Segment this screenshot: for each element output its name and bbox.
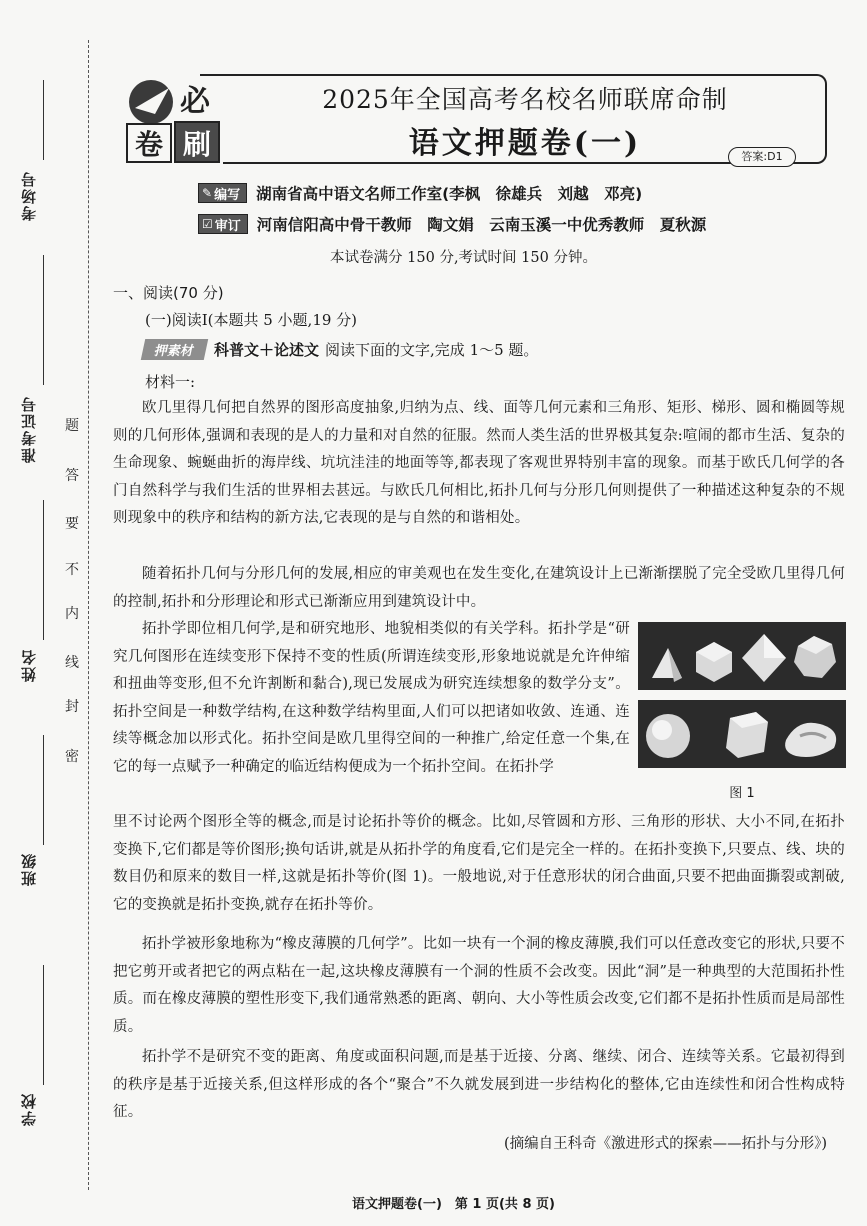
name-label: 姓名 [20, 648, 38, 682]
review-badge-label: 审订 [214, 218, 241, 234]
logo-char-shua: 刷 [182, 128, 212, 161]
paragraph-3a: 拓扑学即位相几何学,是和研究地形、地貌相类似的有关学科。拓扑学是“研究几何图形在连续变形下保持不变的性质(所谓连续变形,形象地说就是允许伸缩和扭曲等变形,但不允许割断和黏合),现已发展成为研究连续想象的数学分支”。拓扑空间是一种数学结构,在这种数学结构里面,人们可以把诸如收敛、连通、连续等概念加以形式化。拓扑空间是欧几里得空间的一种推广,给定任意一个集,在它的每一点赋予一种确定的临近结构便成为一个拓扑空间。在拓扑学 [113, 621, 630, 775]
material-label: 材料一: [145, 373, 196, 391]
figure-1 [638, 622, 846, 801]
seal-char: 线 [65, 655, 79, 671]
admission-no-label: 准考证号 [20, 395, 38, 463]
logo-char-bi: 必 [180, 84, 210, 119]
brand-logo [125, 78, 223, 164]
answer-code-tag: 答案:D1 [728, 147, 796, 167]
class-line [43, 735, 44, 845]
main-title: 2025年全国高考名校名师联席命制 [322, 85, 728, 114]
seal-char: 要 [65, 516, 79, 532]
exam-room-line [43, 80, 44, 160]
pencil-icon: ✎ [202, 186, 213, 200]
paragraph-3b: 里不讨论两个图形全等的概念,而是讨论拓扑等价的概念。比如,尽管圆和方形、三角形的形状、大小不同,在拓扑变换下,它们都是等价图形;换句话讲,就是从拓扑学的角度看,它们是完全一样的。在拓扑变换下,只要点、线、块的数目仍和原来的数目一样,这就是拓扑等价(图 1)。一般地说,对于任意形状的闭合曲面,只要不把曲面撕裂或割破,它的变换就是拓扑变换,就存在拓扑等价。 [113, 814, 845, 913]
check-doc-icon: ☑ [202, 217, 213, 231]
review-badge [198, 214, 248, 234]
section-title: 一、阅读(70 分) [113, 284, 224, 302]
paragraph-5: 拓扑学不是研究不变的距离、角度或面积问题,而是基于近接、分离、继续、闭合、连续等关系。它最初得到的秩序是基于近接关系,但这样形成的各个“聚合”不久就发展到进一步结构化的整体,它由连续性和闭合性构成特征。 [113, 1049, 845, 1121]
page-footer: 语文押题卷(一) 第 1 页(共 8 页) [352, 1197, 555, 1212]
seal-dashed-line [88, 40, 89, 1190]
school-line [43, 965, 44, 1085]
admission-no-line [43, 255, 44, 385]
figure-deformed-panel [638, 700, 846, 768]
school-label: 学校 [20, 1092, 38, 1126]
material-tag-line [143, 339, 538, 360]
source-citation: (摘编自王科奇《激进形式的探索——拓扑与分形》) [503, 1136, 827, 1152]
figure-polyhedra-panel [638, 622, 846, 690]
compile-badge [198, 183, 247, 203]
seal-char: 答 [65, 468, 79, 484]
material-instruction: 阅读下面的文字,完成 1～5 题。 [325, 341, 539, 359]
review-text: 河南信阳高中骨干教师 陶文娟 云南玉溪一中优秀教师 夏秋源 [256, 216, 707, 234]
seal-char: 题 [65, 418, 79, 434]
paragraph-2: 随着拓扑几何与分形几何的发展,相应的审美观也在发生变化,在建筑设计上已渐渐摆脱了完全受欧几里得几何的控制,拓扑和分形理论和形式已渐渐应用到建筑设计中。 [113, 566, 845, 610]
class-label: 班级 [20, 852, 38, 886]
figure-caption: 图 1 [729, 786, 755, 801]
seal-char: 不 [65, 562, 79, 578]
logo-char-juan: 卷 [134, 128, 164, 161]
seal-char: 封 [65, 699, 79, 715]
review-credit [198, 213, 706, 235]
exam-room-label: 考场号 [20, 170, 38, 221]
compile-credit [198, 182, 642, 204]
seal-char: 内 [65, 606, 79, 622]
name-line [43, 500, 44, 640]
compile-text: 湖南省高中语文名师工作室(李枫 徐雄兵 刘越 邓亮) [256, 185, 643, 203]
compile-badge-label: 编写 [214, 187, 241, 203]
material-tag: 押素材 [141, 339, 208, 360]
material-kind: 科普文＋论述文 [214, 341, 320, 359]
seal-char: 密 [65, 749, 79, 765]
section-subtitle: (一)阅读Ⅰ(本题共 5 小题,19 分) [145, 311, 358, 329]
paragraph-1: 欧几里得几何把自然界的图形高度抽象,归纳为点、线、面等几何元素和三角形、矩形、梯形、圆和椭圆等规则的几何形体,强调和表现的是人的力量和对自然的征服。然而人类生活的世界极其复杂:喧闹的都市生活、复杂的生命现象、蜿蜒曲折的海岸线、坑坑洼洼的地面等等,都表现了客观世界特别丰富的现象。而基于欧氏几何学的各门自然科学与我们生活的世界相去甚远。与欧氏几何相比,拓扑几何与分形几何则提供了一种描述这种复杂的不规则现象中的秩序和结构的新方法,它表现的是与自然的和谐相处。 [113, 400, 845, 527]
paragraph-4: 拓扑学被形象地称为“橡皮薄膜的几何学”。比如一块有一个洞的橡皮薄膜,我们可以任意改变它的形状,只要不把它剪开或者把它的两点粘在一起,这块橡皮薄膜有一个洞的性质不会改变。因此“洞”是一种典型的大范围拓扑性质。而在橡皮薄膜的塑性形变下,我们通常熟悉的距离、朝向、大小等性质会改变,它们都不是拓扑性质而是局部性质。 [113, 936, 845, 1035]
paper-title: 语文押题卷(一) [408, 126, 642, 161]
exam-note: 本试卷满分 150 分,考试时间 150 分钟。 [330, 250, 597, 266]
